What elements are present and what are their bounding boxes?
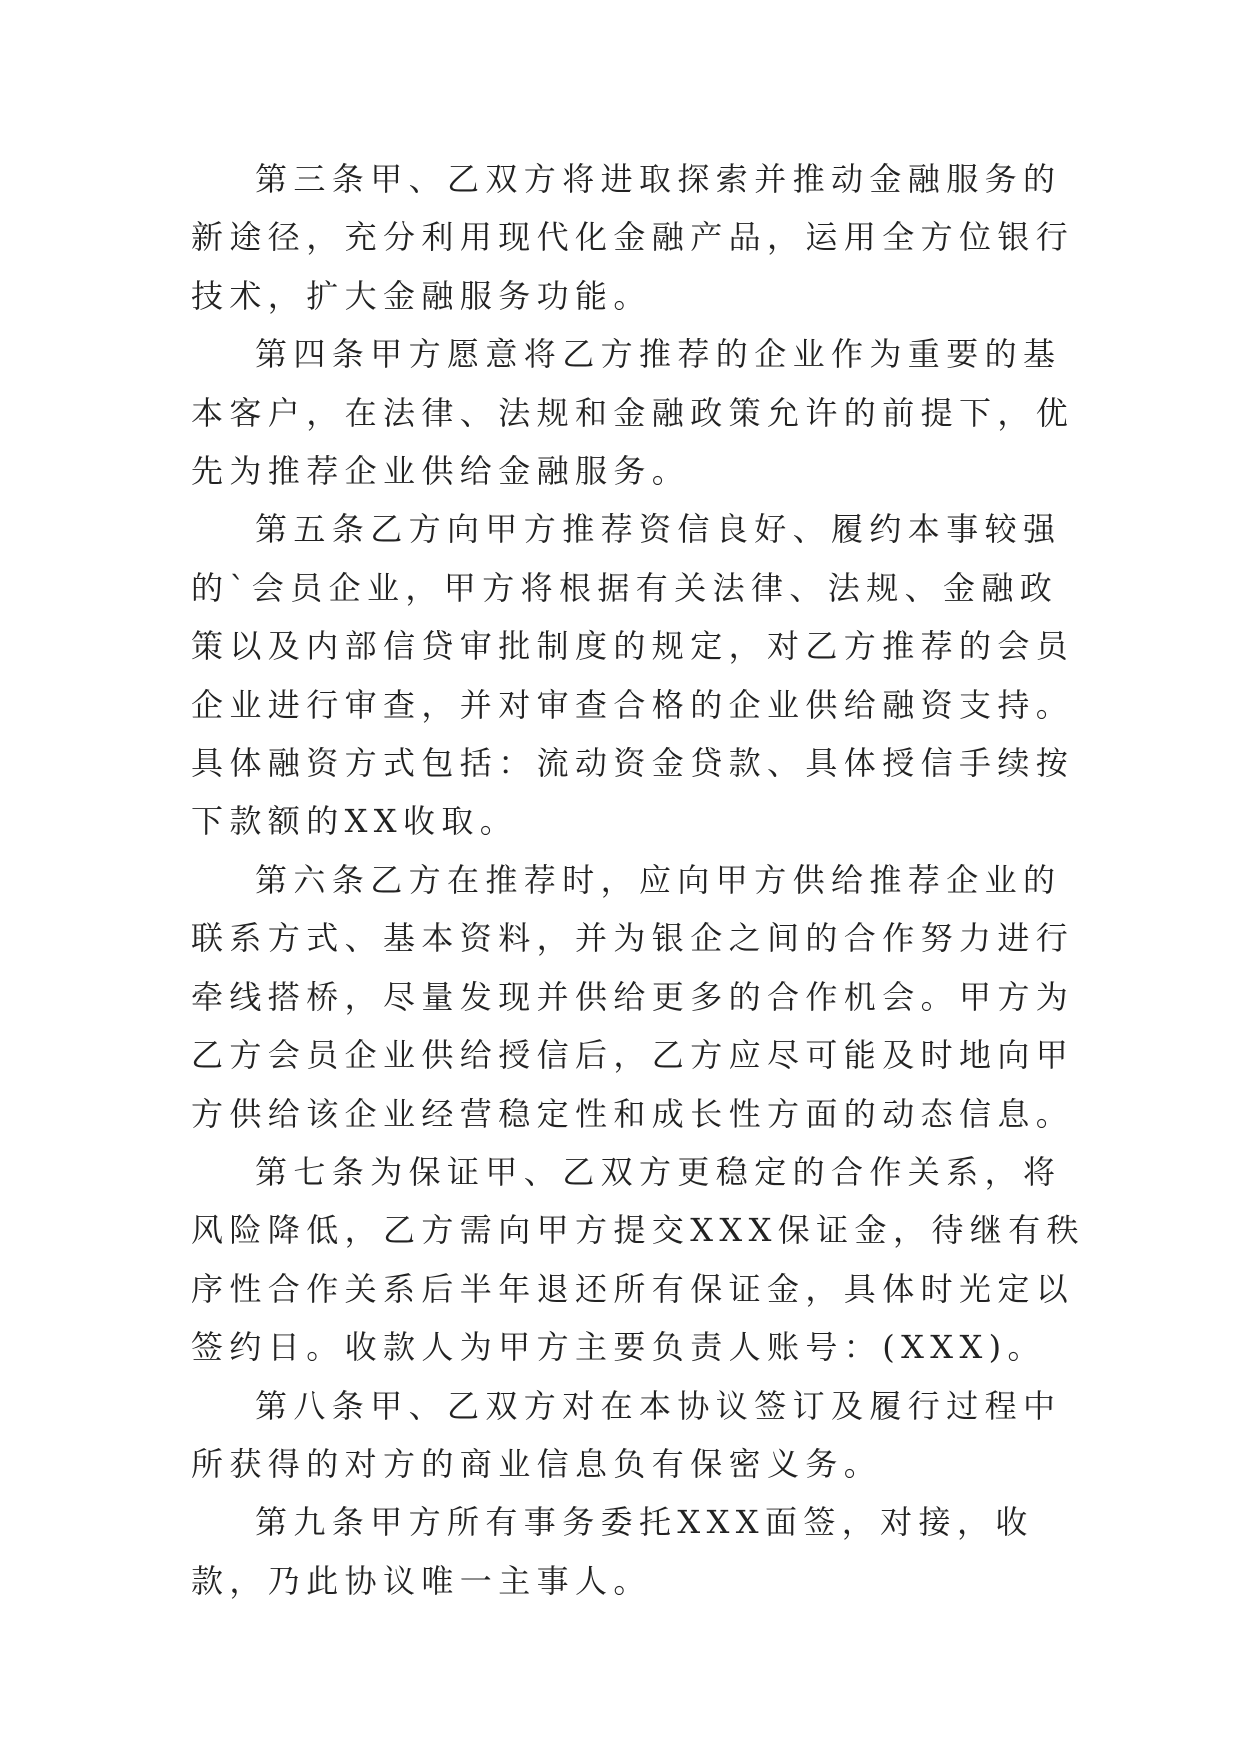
- paragraph-article-8: 第八条甲、乙双方对在本协议签订及履行过程中所获得的对方的商业信息负有保密义务。: [191, 1386, 1062, 1483]
- document-body: [191, 150, 1091, 1610]
- paragraph-article-5: 第五条乙方向甲方推荐资信良好、履约本事较强的`会员企业，甲方将根据有关法律、法规、金融政策以及内部信贷审批制度的规定，对乙方推荐的会员企业进行审查，并对审查合格的企业供给融资支持。具体融资方式包括：流动资金贷款、具体授信手续按下款额的XX收取。: [191, 510, 1075, 841]
- paragraph-article-6: 第六条乙方在推荐时，应向甲方供给推荐企业的联系方式、基本资料，并为银企之间的合作努力进行牵线搭桥，尽量发现并供给更多的合作机会。甲方为乙方会员企业供给授信后，乙方应尽可能及时地向甲方供给该企业经营稳定性和成长性方面的动态信息。: [191, 860, 1075, 1133]
- paragraph-article-9: 第九条甲方所有事务委托XXX面签，对接，收款，乃此协议唯一主事人。: [191, 1503, 1034, 1600]
- paragraph-article-3: 第三条甲、乙双方将进取探索并推动金融服务的新途径，充分利用现代化金融产品，运用全方位银行技术，扩大金融服务功能。: [191, 160, 1075, 315]
- paragraph-article-7: 第七条为保证甲、乙双方更稳定的合作关系，将风险降低，乙方需向甲方提交XXX保证金，待继有秩序性合作关系后半年退还所有保证金，具体时光定以签约日。收款人为甲方主要负责人账号：(XXX)。: [191, 1152, 1085, 1367]
- paragraph-article-4: 第四条甲方愿意将乙方推荐的企业作为重要的基本客户，在法律、法规和金融政策允许的前提下，优先为推荐企业供给金融服务。: [191, 335, 1075, 491]
